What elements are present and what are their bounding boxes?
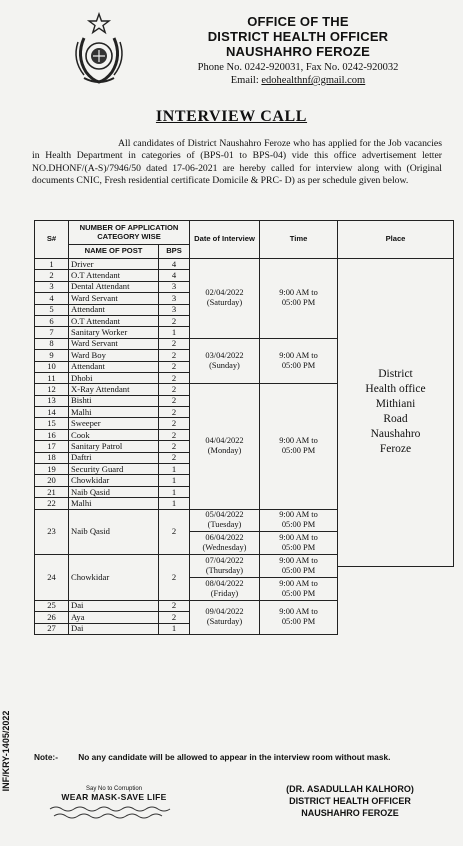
day-value: (Tuesday) [207, 520, 242, 530]
post-cell: Ward Servant [69, 293, 159, 304]
note-label: Note:- [34, 752, 58, 762]
post-cell: Dental Attendant [69, 281, 159, 292]
time-end: 05:00 PM [281, 588, 316, 598]
bps-cell: 2 [159, 395, 190, 406]
date-cell [190, 532, 260, 555]
sindhi-script-decoration [44, 804, 184, 820]
post-cell: Attendant [69, 361, 159, 372]
page-title: INTERVIEW CALL [155, 108, 308, 125]
serial-header: S# [35, 221, 69, 259]
serial-cell: 6 [35, 315, 69, 326]
time-start: 9:00 AM to [279, 607, 318, 617]
time-end: 05:00 PM [281, 543, 316, 553]
post-cell: O.T Attendant [69, 270, 159, 281]
note-text: No any candidate will be allowed to appear in the interview room without mask. [78, 752, 391, 762]
bps-cell: 2 [159, 555, 190, 601]
bps-cell: 1 [159, 486, 190, 497]
bps-cell: 2 [159, 600, 190, 611]
time-cell [260, 509, 338, 532]
bps-cell: 1 [159, 623, 190, 634]
signatory-name: (DR. ASADULLAH KALHORO) [286, 784, 414, 794]
bps-cell: 2 [159, 612, 190, 623]
office-header [140, 14, 456, 87]
date-cell [190, 509, 260, 532]
post-cell: Malhi [69, 498, 159, 509]
mask-slogan [44, 786, 184, 825]
serial-cell: 12 [35, 384, 69, 395]
serial-cell: 23 [35, 509, 69, 555]
day-value: (Monday) [207, 446, 242, 456]
serial-cell: 22 [35, 498, 69, 509]
email-line [140, 74, 456, 87]
serial-cell: 25 [35, 600, 69, 611]
post-cell: Sweeper [69, 418, 159, 429]
bps-cell: 2 [159, 361, 190, 372]
serial-cell: 17 [35, 441, 69, 452]
serial-cell: 21 [35, 486, 69, 497]
bps-cell: 3 [159, 293, 190, 304]
date-value: 02/04/2022 [205, 288, 244, 298]
signatory-district: NAUSHAHRO FEROZE [301, 808, 399, 818]
day-value: (Thursday) [205, 566, 244, 576]
bps-cell: 2 [159, 407, 190, 418]
post-cell: Sanitary Patrol [69, 441, 159, 452]
sindh-government-emblem-icon [70, 12, 128, 86]
post-cell: Bishti [69, 395, 159, 406]
time-cell [260, 532, 338, 555]
serial-cell: 27 [35, 623, 69, 634]
place-line: Road [383, 413, 408, 426]
date-cell [190, 577, 260, 600]
time-cell [260, 259, 338, 339]
date-header: Date of Interview [190, 221, 260, 259]
day-value: (Saturday) [206, 617, 243, 627]
bps-cell: 2 [159, 429, 190, 440]
time-cell [260, 600, 338, 634]
interview-schedule-table [34, 220, 454, 635]
time-start: 9:00 AM to [279, 510, 318, 520]
place-line: Naushahro [370, 428, 421, 441]
serial-cell: 4 [35, 293, 69, 304]
post-cell: Dai [69, 600, 159, 611]
serial-cell: 9 [35, 350, 69, 361]
date-value: 09/04/2022 [205, 607, 244, 617]
place-header: Place [338, 221, 454, 259]
place-line: Health office [365, 383, 426, 396]
date-value: 07/04/2022 [205, 556, 244, 566]
post-name-header: NAME OF POST [69, 245, 159, 259]
serial-cell: 1 [35, 259, 69, 270]
post-cell: Dhobi [69, 372, 159, 383]
time-end: 05:00 PM [281, 566, 316, 576]
time-cell [260, 384, 338, 509]
email-label: Email: [230, 75, 262, 86]
header-line-2: DISTRICT HEALTH OFFICER [207, 29, 389, 44]
serial-cell: 16 [35, 429, 69, 440]
serial-cell: 15 [35, 418, 69, 429]
serial-cell: 3 [35, 281, 69, 292]
post-cell: Malhi [69, 407, 159, 418]
post-cell: X-Ray Attendant [69, 384, 159, 395]
post-cell: Security Guard [69, 464, 159, 475]
bps-cell: 2 [159, 452, 190, 463]
time-end: 05:00 PM [281, 446, 316, 456]
serial-cell: 2 [35, 270, 69, 281]
serial-cell: 18 [35, 452, 69, 463]
post-cell: Naib Qasid [69, 486, 159, 497]
post-cell: Dai [69, 623, 159, 634]
time-start: 9:00 AM to [279, 533, 318, 543]
time-start: 9:00 AM to [279, 351, 318, 361]
day-value: (Sunday) [209, 361, 240, 371]
serial-cell: 10 [35, 361, 69, 372]
time-start: 9:00 AM to [279, 288, 318, 298]
time-cell [260, 577, 338, 600]
time-cell [260, 338, 338, 384]
post-cell: Cook [69, 429, 159, 440]
time-header: Time [260, 221, 338, 259]
post-cell: Ward Boy [69, 350, 159, 361]
post-cell: Chowkidar [69, 475, 159, 486]
slogan-small: Say No to Corruption [85, 786, 143, 792]
serial-cell: 26 [35, 612, 69, 623]
date-cell [190, 384, 260, 509]
serial-cell: 14 [35, 407, 69, 418]
serial-cell: 19 [35, 464, 69, 475]
bps-cell: 2 [159, 372, 190, 383]
post-cell: Ward Servant [69, 338, 159, 349]
header-line-1: OFFICE OF THE [247, 14, 349, 29]
note-line [34, 752, 390, 762]
time-start: 9:00 AM to [279, 436, 318, 446]
serial-cell: 13 [35, 395, 69, 406]
release-code: INF/KRY-1405/2022 [1, 710, 11, 792]
bps-cell: 3 [159, 281, 190, 292]
bps-cell: 2 [159, 509, 190, 555]
date-value: 06/04/2022 [205, 533, 244, 543]
time-cell [260, 555, 338, 578]
post-cell: Daftri [69, 452, 159, 463]
post-cell: Chowkidar [69, 555, 159, 601]
table-row [35, 600, 454, 611]
bps-cell: 2 [159, 350, 190, 361]
slogan-main: WEAR MASK-SAVE LIFE [61, 792, 167, 802]
time-end: 05:00 PM [281, 361, 316, 371]
time-end: 05:00 PM [281, 617, 316, 627]
bps-cell: 2 [159, 338, 190, 349]
date-value: 04/04/2022 [205, 436, 244, 446]
post-cell: Naib Qasid [69, 509, 159, 555]
date-cell [190, 259, 260, 339]
bps-cell: 4 [159, 259, 190, 270]
table-row [35, 259, 454, 270]
phone-fax-line: Phone No. 0242-920031, Fax No. 0242-920032 [197, 62, 399, 73]
intro-paragraph: All candidates of District Naushahro Feroze who has applied for the Job vacancies in Health Department in categories of (BPS-01 to BPS-04) vide this office advertisement letter NO.DHONF/(A-S)/7946/50 dated 17-06-2021 are hereby called for interview along with (Original documents CNIC, Fresh residential certificate Domicile & PRC- D) as per schedule given below. [32, 138, 442, 186]
bps-cell: 1 [159, 498, 190, 509]
time-start: 9:00 AM to [279, 556, 318, 566]
date-value: 05/04/2022 [205, 510, 244, 520]
date-cell [190, 555, 260, 578]
serial-cell: 11 [35, 372, 69, 383]
signature-block [250, 783, 450, 819]
day-value: (Saturday) [206, 298, 243, 308]
bps-cell: 2 [159, 441, 190, 452]
serial-cell: 5 [35, 304, 69, 315]
bps-cell: 1 [159, 475, 190, 486]
post-cell: Aya [69, 612, 159, 623]
post-cell: O.T Attendant [69, 315, 159, 326]
email-address[interactable]: edohealthnf@gmail.com [261, 75, 366, 86]
serial-cell: 8 [35, 338, 69, 349]
bps-cell: 2 [159, 384, 190, 395]
time-end: 05:00 PM [281, 520, 316, 530]
post-cell: Driver [69, 259, 159, 270]
time-end: 05:00 PM [281, 298, 316, 308]
post-cell: Attendant [69, 304, 159, 315]
date-value: 08/04/2022 [205, 578, 244, 588]
bps-cell: 2 [159, 315, 190, 326]
place-line: Feroze [379, 443, 412, 456]
date-cell [190, 338, 260, 384]
bps-cell: 1 [159, 327, 190, 338]
bps-cell: 1 [159, 464, 190, 475]
bps-cell: 3 [159, 304, 190, 315]
day-value: (Friday) [210, 588, 239, 598]
day-value: (Wednesday) [202, 543, 247, 553]
place-cell [338, 259, 454, 567]
date-value: 03/04/2022 [205, 351, 244, 361]
post-cell: Sanitary Worker [69, 327, 159, 338]
time-start: 9:00 AM to [279, 578, 318, 588]
serial-cell: 7 [35, 327, 69, 338]
serial-cell: 24 [35, 555, 69, 601]
date-cell [190, 600, 260, 634]
bps-cell: 4 [159, 270, 190, 281]
bps-cell: 2 [159, 418, 190, 429]
place-line: Mithiani [375, 398, 416, 411]
category-group-header: NUMBER OF APPLICATION CATEGORY WISE [69, 221, 190, 245]
signatory-title: DISTRICT HEALTH OFFICER [289, 796, 411, 806]
bps-header: BPS [159, 245, 190, 259]
serial-cell: 20 [35, 475, 69, 486]
place-line: District [378, 368, 413, 381]
header-line-3: NAUSHAHRO FEROZE [225, 44, 371, 59]
